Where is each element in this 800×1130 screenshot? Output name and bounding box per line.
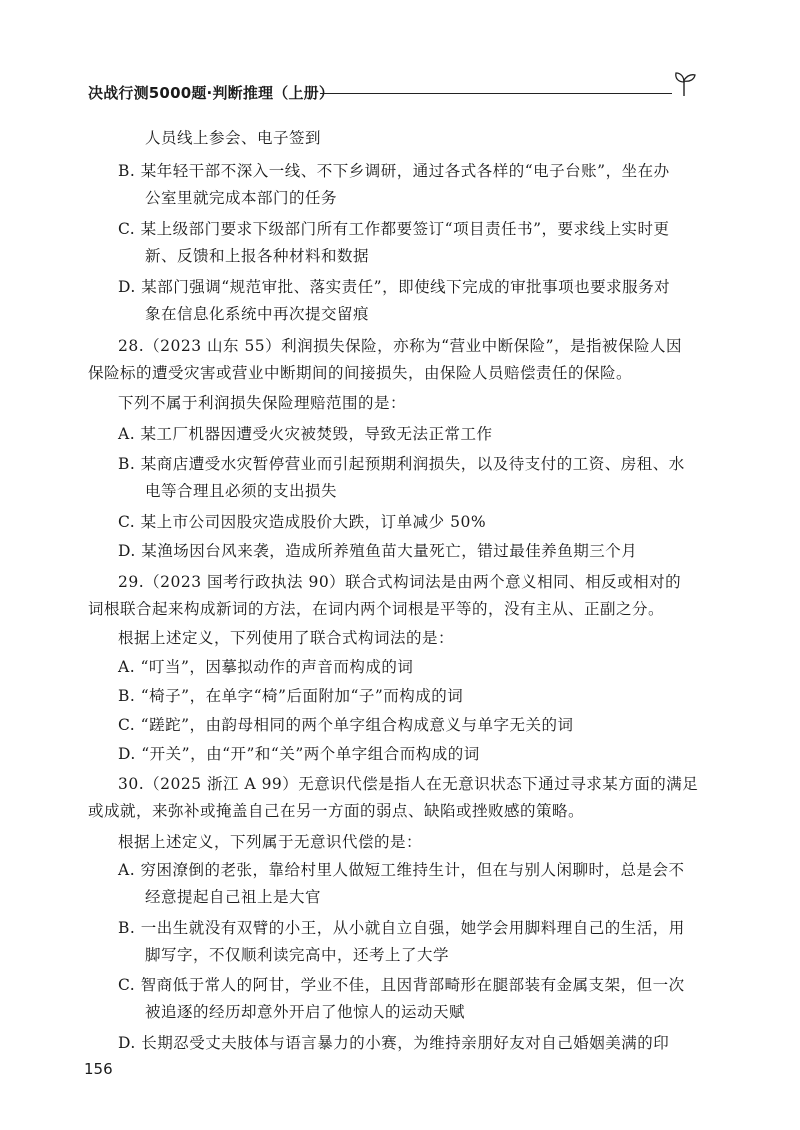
option-a: A. “叮当”，因摹拟动作的声音而构成的词 (118, 658, 414, 676)
option-c: C. 某上级部门要求下级部门所有工作都要签订“项目责任书”，要求线上实时更 (118, 220, 670, 238)
text-line: 人员线上参会、电子签到 (145, 129, 322, 147)
sprout-icon (672, 70, 698, 98)
option-a: A. 穷困潦倒的老张，靠给村里人做短工维持生计，但在与别人闲聊时，总是会不 (118, 861, 685, 879)
option-c: C. “蹉跎”，由韵母相同的两个单字组合构成意义与单字无关的词 (118, 716, 574, 734)
text-line: 象在信息化系统中再次提交留痕 (145, 305, 370, 323)
option-c: C. 智商低于常人的阿甘，学业不佳，且因背部畸形在腿部装有金属支架，但一次 (118, 976, 685, 994)
option-b: B. 某商店遭受水灾暂停营业而引起预期利润损失，以及待支付的工资、房租、水 (118, 455, 685, 473)
text-line: 被追逐的经历却意外开启了他惊人的运动天赋 (145, 1003, 466, 1021)
option-d: D. “开关”，由“开”和“关”两个单字组合而构成的词 (118, 745, 480, 763)
book-title: 决战行测5000题·判断推理（上册） (88, 84, 335, 102)
option-b: B. “椅子”，在单字“椅”后面附加“子”而构成的词 (118, 687, 464, 705)
option-d: D. 某部门强调“规范审批、落实责任”，即使线下完成的审批事项也要求服务对 (118, 278, 671, 296)
text-line: 公室里就完成本部门的任务 (145, 189, 338, 207)
question-29-stem: 29.（2023 国考行政执法 90）联合式构词法是由两个意义相同、相反或相对的 (118, 573, 682, 591)
text-line: 新、反馈和上报各种材料和数据 (145, 247, 370, 265)
option-d: D. 长期忍受丈夫肢体与语言暴力的小赛，为维持亲朋好友对自己婚姻美满的印 (118, 1034, 670, 1052)
question-30-prompt: 根据上述定义，下列属于无意识代偿的是： (118, 833, 423, 851)
text-line: 或成就，来弥补或掩盖自己在另一方面的弱点、缺陷或挫败感的策略。 (88, 802, 585, 820)
question-28-stem: 28.（2023 山东 55）利润损失保险，亦称为“营业中断保险”，是指被保险人因 (118, 337, 683, 355)
page-number: 156 (84, 1060, 113, 1078)
text-line: 保险标的遭受灾害或营业中断期间的间接损失，由保险人员赔偿责任的保险。 (88, 364, 633, 382)
text-line: 脚写字，不仅顺利读完高中，还考上了大学 (145, 946, 450, 964)
text-line: 词根联合起来构成新词的方法，在词内两个词根是平等的，没有主从、正副之分。 (88, 600, 665, 618)
question-28-prompt: 下列不属于利润损失保险理赔范围的是： (118, 394, 407, 412)
option-a: A. 某工厂机器因遭受火灾被焚毁，导致无法正常工作 (118, 425, 493, 443)
text-line: 电等合理且必须的支出损失 (145, 482, 338, 500)
option-b: B. 某年轻干部不深入一线、不下乡调研，通过各式各样的“电子台账”，坐在办 (118, 162, 670, 180)
option-b: B. 一出生就没有双臂的小王，从小就自立自强，她学会用脚料理自己的生活，用 (118, 919, 685, 937)
option-c: C. 某上市公司因股灾造成股价大跌，订单减少 50% (118, 513, 487, 531)
question-30-stem: 30.（2025 浙江 A 99）无意识代偿是指人在无意识状态下通过寻求某方面的满足 (118, 775, 699, 793)
option-d: D. 某渔场因台风来袭，造成所养殖鱼苗大量死亡，错过最佳养鱼期三个月 (118, 542, 638, 560)
text-line: 经意提起自己祖上是大官 (145, 888, 322, 906)
question-29-prompt: 根据上述定义，下列使用了联合式构词法的是： (118, 629, 455, 647)
running-header (88, 78, 708, 108)
header-rule (320, 93, 672, 94)
